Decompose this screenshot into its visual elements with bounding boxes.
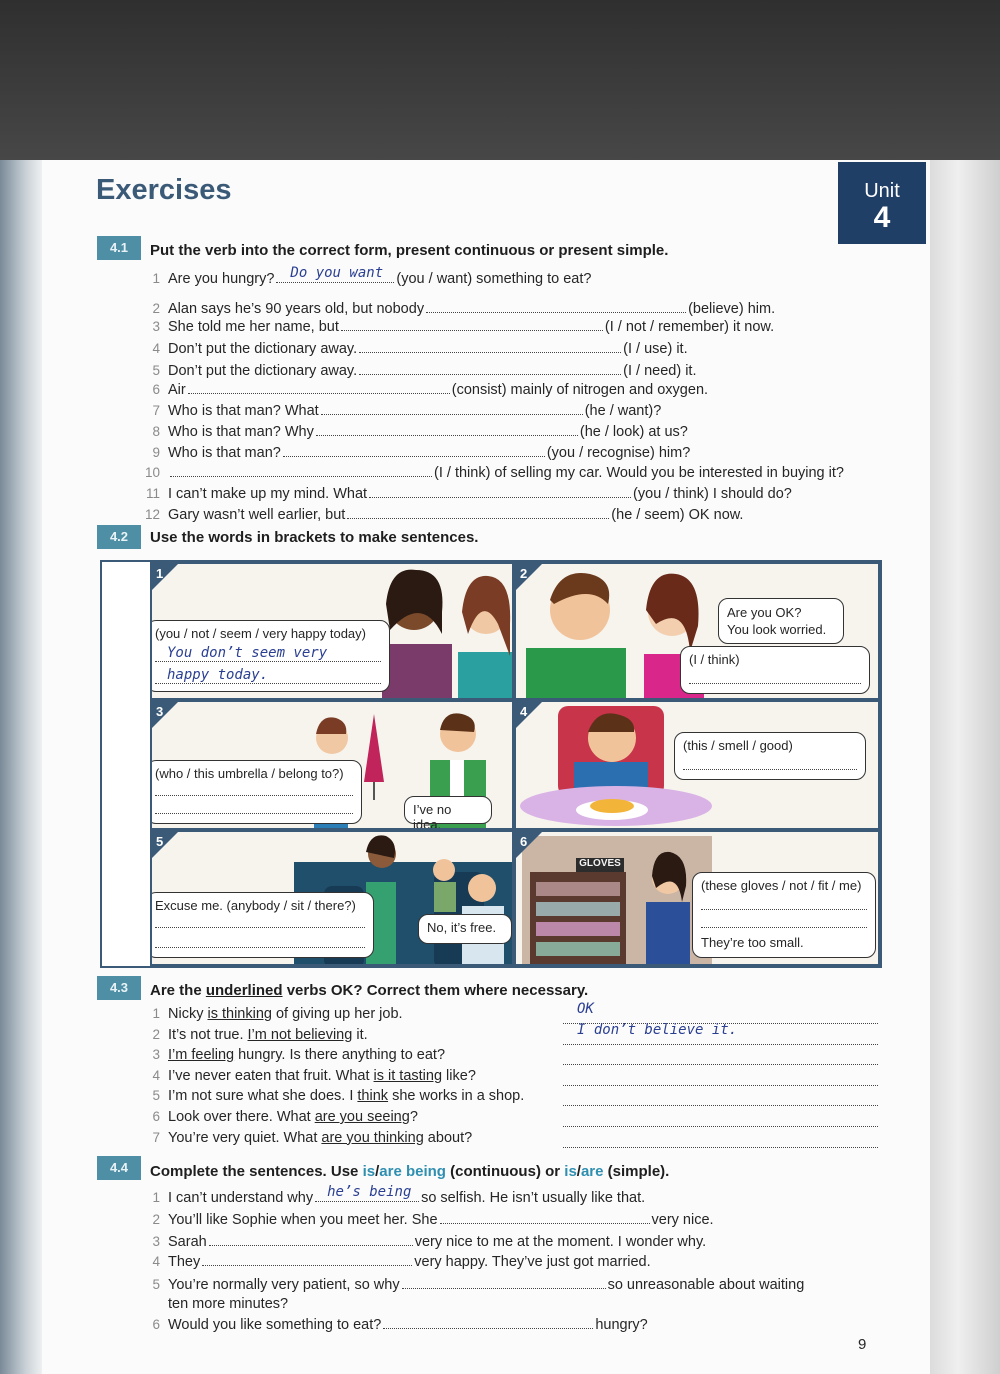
answer-line[interactable]	[155, 947, 365, 948]
answer-bubble	[150, 760, 362, 824]
item-number: 2	[152, 1212, 160, 1227]
exercise-instruction: Complete the sentences. Use is/are being (continuous) or is/are (simple).	[150, 1163, 670, 1180]
answer-blank[interactable]	[563, 1065, 878, 1086]
answer-blank[interactable]	[426, 300, 686, 313]
answer-blank[interactable]	[369, 485, 631, 498]
handwritten-answer: I don’t believe it.	[577, 1021, 738, 1038]
item-number: 3	[152, 1234, 160, 1249]
answer-blank[interactable]	[440, 1211, 650, 1224]
item-text: (I / use) it.	[623, 341, 688, 357]
item-number: 2	[152, 301, 160, 316]
item-text: Alan says he’s 90 years old, but nobody	[168, 301, 425, 317]
underlined-verb: think	[357, 1088, 389, 1105]
exercise-item	[168, 1046, 445, 1064]
item-text: You’ll like Sophie when you meet her. She	[168, 1212, 438, 1228]
item-text: hungry?	[595, 1317, 648, 1333]
item-text: Who is that man? Why	[168, 424, 314, 440]
underlined-verb: is it tasting	[373, 1067, 443, 1084]
item-text: (you / want) something to eat?	[396, 271, 592, 287]
item-text: ?	[409, 1109, 418, 1125]
exercise-item	[168, 1129, 472, 1147]
reply-bubble: I’ve no idea.	[404, 796, 492, 824]
exercise-item	[168, 362, 696, 380]
item-text: I can’t make up my mind. What	[168, 486, 368, 502]
prompt-text: (who / this umbrella / belong to?)	[155, 766, 344, 781]
item-number: 4	[152, 341, 160, 356]
answer-blank[interactable]	[209, 1233, 413, 1246]
answer-blank[interactable]	[563, 1085, 878, 1106]
item-text: It’s not true.	[168, 1026, 248, 1043]
item-number: 7	[152, 1129, 160, 1145]
item-text: Who is that man?	[168, 445, 281, 461]
exercise-item	[168, 506, 743, 524]
answer-blank[interactable]	[315, 1184, 419, 1202]
item-text: (consist) mainly of nitrogen and oxygen.	[451, 382, 709, 398]
exercise-instruction: Use the words in brackets to make sentences.	[150, 529, 479, 546]
item-text: (you / think) I should do?	[633, 486, 792, 502]
answer-blank[interactable]	[383, 1316, 593, 1329]
prompt-text: Excuse me. (anybody / sit / there?)	[155, 898, 356, 913]
picture-panel-6: 6 GLOVES (these gloves / not / fit / me) They’re too small.	[514, 830, 880, 966]
item-number: 2	[152, 1026, 160, 1042]
answer-line[interactable]	[155, 661, 381, 662]
item-text: about?	[423, 1129, 473, 1146]
exercise-item	[168, 444, 690, 462]
item-number: 5	[152, 1277, 160, 1292]
answer-line[interactable]	[155, 813, 353, 814]
item-number: 7	[152, 403, 160, 418]
answer-line[interactable]	[701, 909, 867, 910]
answer-line[interactable]	[155, 795, 353, 796]
scanner-background	[0, 0, 1000, 160]
item-text: (I / not / remember) it now.	[604, 319, 775, 335]
shop-sign: GLOVES	[579, 858, 621, 869]
answer-blank[interactable]	[359, 340, 621, 353]
item-number: 5	[152, 363, 160, 378]
answer-blank[interactable]	[316, 423, 578, 436]
handwritten-answer: You don’t seem very	[167, 645, 328, 661]
answer-bubble	[674, 732, 866, 780]
item-text: I’ve never eaten that fruit. What	[168, 1067, 374, 1084]
picture-panel-3: 3 (who / this umbrella / belong to?) I’ve no idea.	[150, 700, 514, 830]
item-number: 3	[152, 319, 160, 334]
exercise-badge: 4.4	[97, 1156, 141, 1180]
answer-blank[interactable]	[202, 1253, 412, 1266]
item-text: so selfish. He isn’t usually like that.	[421, 1190, 646, 1206]
item-number: 12	[144, 507, 160, 522]
item-text: I’m not sure what she does. I	[168, 1088, 358, 1105]
handwritten-answer: he’s being	[327, 1184, 412, 1200]
exercise-item	[168, 485, 792, 503]
page-number: 9	[858, 1336, 867, 1353]
item-text: she works in a shop.	[388, 1088, 525, 1105]
underlined-verb: are you seeing	[314, 1109, 410, 1125]
item-number: 6	[152, 382, 160, 397]
item-number: 1	[152, 1190, 160, 1205]
exercise-item	[168, 402, 661, 420]
item-text: very nice to me at the moment. I wonder why.	[414, 1234, 707, 1250]
two-women-illustration	[382, 564, 514, 700]
item-number: 4	[152, 1254, 160, 1269]
exercise-item	[168, 1211, 714, 1229]
handwritten-answer: happy today.	[167, 667, 269, 683]
prompt-text: (this / smell / good)	[683, 738, 793, 753]
exercise-item	[168, 1005, 403, 1023]
scanner-edge	[930, 160, 1000, 1374]
item-text: very happy. They’ve just got married.	[414, 1254, 651, 1270]
exercise-item-continued: ten more minutes?	[168, 1296, 289, 1312]
underlined-verb: I’m feeling	[168, 1047, 235, 1064]
exercise-item	[168, 1184, 646, 1207]
answer-blank[interactable]	[188, 381, 450, 394]
item-text: Air	[168, 382, 186, 398]
item-text: Are you hungry?	[168, 271, 275, 287]
item-number: 6	[152, 1317, 160, 1332]
answer-blank[interactable]	[359, 362, 621, 375]
exercise-item	[168, 300, 775, 318]
answer-blank[interactable]	[170, 464, 432, 477]
answer-blank[interactable]	[347, 506, 609, 519]
item-text: it.	[352, 1026, 368, 1043]
answer-blank[interactable]	[563, 1044, 878, 1065]
exercise-item	[168, 1026, 368, 1044]
exercise-item	[168, 1087, 524, 1105]
underlined-verb: are you thinking	[321, 1129, 424, 1146]
handwritten-answer: OK	[577, 1001, 594, 1017]
page-title: Exercises	[96, 174, 232, 206]
exercise-item	[168, 423, 688, 441]
unit-label: Unit	[864, 180, 900, 202]
item-text: Don’t put the dictionary away.	[168, 363, 358, 379]
item-text: You’re very quiet. What	[168, 1129, 322, 1146]
answer-blank[interactable]	[563, 1106, 878, 1127]
item-text: Would you like something to eat?	[168, 1317, 382, 1333]
item-text: She told me her name, but	[168, 319, 339, 335]
item-text: (he / want)?	[584, 403, 662, 419]
underlined-verb: is thinking	[207, 1006, 272, 1022]
item-text: They	[168, 1254, 201, 1270]
item-number: 3	[152, 1047, 160, 1063]
answer-line[interactable]	[689, 683, 861, 684]
exercise-item	[168, 265, 592, 288]
item-text: (believe) him.	[688, 301, 776, 317]
answer-line[interactable]	[155, 927, 365, 928]
item-number: 1	[152, 271, 160, 286]
exercise-item	[168, 318, 774, 336]
unit-tab	[838, 162, 926, 244]
answer-bubble	[150, 620, 390, 692]
exercise-badge: 4.3	[97, 976, 141, 1000]
answer-blank[interactable]	[283, 444, 545, 457]
handwritten-answer: Do you want	[290, 265, 384, 281]
prompt-text: (these gloves / not / fit / me)	[701, 878, 862, 893]
item-text: You’re normally very patient, so why	[168, 1277, 400, 1293]
answer-line[interactable]	[701, 927, 867, 928]
item-text: Sarah	[168, 1234, 207, 1250]
exercise-item	[168, 1276, 804, 1294]
item-number: 6	[152, 1109, 160, 1124]
item-text: (he / look) at us?	[579, 424, 688, 440]
item-text: (you / recognise) him?	[546, 445, 691, 461]
exercise-item	[168, 1108, 418, 1126]
answer-bubble	[692, 872, 876, 958]
reply-bubble: No, it’s free.	[418, 914, 512, 944]
prompt-text: (you / not / seem / very happy today)	[155, 626, 366, 641]
item-text: Gary wasn’t well earlier, but	[168, 507, 346, 523]
item-text: Who is that man? What	[168, 403, 319, 419]
item-text: (he / seem) OK now.	[611, 507, 744, 523]
exercise-badge: 4.2	[97, 525, 141, 549]
answer-line[interactable]	[155, 683, 381, 684]
item-number: 10	[144, 465, 160, 480]
item-text: Look over there. What	[168, 1109, 315, 1125]
item-text: very nice.	[651, 1212, 714, 1228]
picture-panel-2: 2 Are you OK? You look worried. (I / think)	[514, 562, 880, 700]
item-text: hungry. Is there anything to eat?	[234, 1047, 446, 1064]
answer-line[interactable]	[683, 769, 857, 770]
exercise-item	[168, 381, 708, 399]
item-text: of giving up her job.	[271, 1006, 403, 1022]
page-gutter-shadow	[0, 160, 42, 1374]
answer-blank[interactable]	[563, 1127, 878, 1148]
exercise-item	[168, 464, 844, 482]
item-text: I can’t understand why	[168, 1190, 314, 1206]
exercise-item	[168, 1233, 706, 1251]
exercise-instruction: Are the underlined verbs OK? Correct them where necessary.	[150, 982, 589, 999]
answer-blank[interactable]	[276, 265, 394, 283]
picture-grid	[100, 560, 882, 968]
speech-bubble: Are you OK? You look worried.	[718, 598, 844, 644]
item-number: 8	[152, 424, 160, 439]
item-text: Nicky	[168, 1006, 208, 1022]
item-number: 4	[152, 1067, 160, 1083]
picture-panel-4: 4 (this / smell / good)	[514, 700, 880, 830]
answer-bubble	[150, 892, 374, 958]
item-number: 9	[152, 445, 160, 460]
picture-panel-1: 1 (you / not / seem / very happy today) You don’t seem very happy today.	[150, 562, 514, 700]
item-text: Don’t put the dictionary away.	[168, 341, 358, 357]
exercise-badge: 4.1	[97, 236, 141, 260]
unit-number: 4	[873, 201, 891, 234]
exercise-item	[168, 1067, 476, 1085]
underlined-verb: I’m not believing	[247, 1026, 353, 1043]
item-text: like?	[442, 1067, 476, 1084]
exercise-instruction: Put the verb into the correct form, present continuous or present simple.	[150, 242, 669, 259]
answer-blank[interactable]	[321, 402, 583, 415]
reply-text: They’re too small.	[701, 935, 804, 950]
exercise-item	[168, 1253, 651, 1271]
answer-blank[interactable]	[563, 1021, 878, 1045]
prompt-text: (I / think)	[689, 652, 740, 667]
item-text: so unreasonable about waiting	[607, 1277, 805, 1293]
item-text: (I / think) of selling my car. Would you be interested in buying it?	[434, 465, 844, 481]
item-number: 1	[152, 1006, 160, 1021]
answer-blank[interactable]	[402, 1276, 606, 1289]
exercise-item	[168, 1316, 648, 1334]
picture-panel-5: 5 Excuse me. (anybody / sit / there?) No, it’s free.	[150, 830, 514, 966]
item-text: (I / need) it.	[623, 363, 697, 379]
glove-shop-illustration	[522, 836, 718, 966]
item-number: 5	[152, 1088, 160, 1104]
item-number: 11	[145, 486, 160, 501]
exercise-item	[168, 340, 688, 358]
answer-blank[interactable]	[341, 318, 603, 331]
answer-bubble	[680, 646, 870, 694]
